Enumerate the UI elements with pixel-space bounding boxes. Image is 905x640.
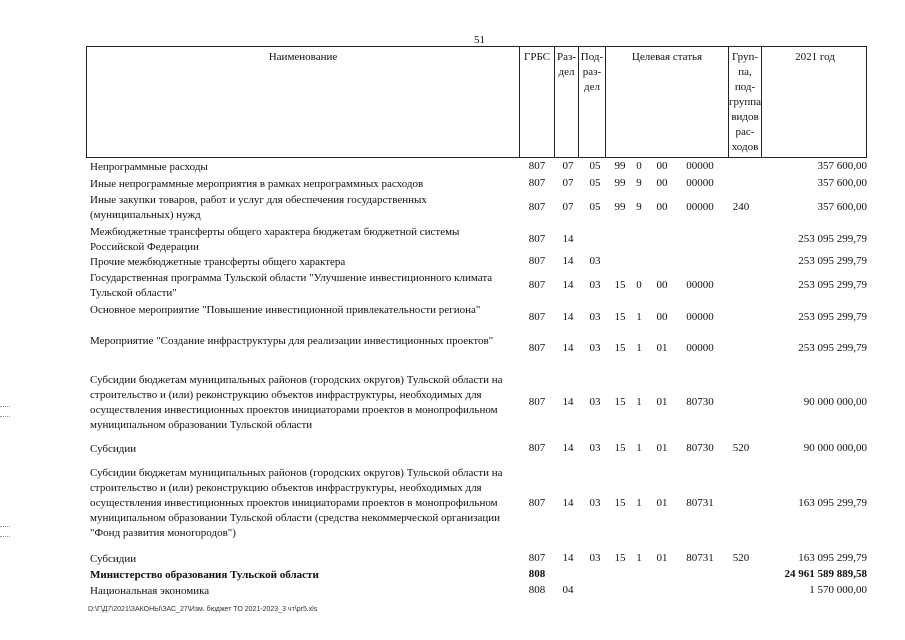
header-razdel: Раз- дел xyxy=(555,47,579,157)
row-name: Национальная экономика xyxy=(90,585,210,597)
margin-mark xyxy=(0,416,10,417)
row-cs1: 15 xyxy=(614,552,626,564)
table-row xyxy=(0,373,905,433)
row-rz: 14 xyxy=(562,232,574,245)
row-cs3: 00 xyxy=(656,278,668,291)
row-prz: 05 xyxy=(589,177,601,189)
row-cs3: 00 xyxy=(656,160,668,172)
row-grbs: 807 xyxy=(528,232,546,245)
row-cs2: 0 xyxy=(636,278,642,291)
table-row xyxy=(0,177,905,193)
row-rz: 14 xyxy=(562,496,574,509)
row-rz: 14 xyxy=(562,310,574,323)
row-cs3: 00 xyxy=(656,200,668,213)
row-name: Субсидии xyxy=(90,553,137,565)
header-expense-group: Груп- па, под- группа видов рас- ходов xyxy=(729,47,762,157)
row-cs3: 01 xyxy=(656,395,668,408)
row-cs1: 15 xyxy=(614,395,626,408)
row-grbs: 807 xyxy=(528,200,546,213)
table-row xyxy=(0,552,905,568)
row-grbs: 807 xyxy=(528,552,546,564)
row-amount: 253 095 299,79 xyxy=(798,232,867,245)
row-cs4: 00000 xyxy=(686,341,714,354)
table-row xyxy=(0,466,905,542)
row-cs1: 15 xyxy=(614,442,626,454)
row-vr: 520 xyxy=(732,442,750,454)
row-grbs: 807 xyxy=(528,255,546,267)
row-cs1: 99 xyxy=(614,177,626,189)
row-name: Иные непрограммные мероприятия в рамках непрограммных расходов xyxy=(90,178,424,190)
header-name: Наименование xyxy=(87,47,520,157)
row-rz: 14 xyxy=(562,442,574,454)
row-cs1: 15 xyxy=(614,496,626,509)
row-amount: 1 570 000,00 xyxy=(809,584,867,596)
row-name: Государственная программа Тульской области "Улучшение инвестиционного климата Тульской области" xyxy=(90,272,493,299)
table-header xyxy=(86,46,867,158)
row-vr: 520 xyxy=(732,552,750,564)
row-cs2: 1 xyxy=(636,496,642,509)
row-rz: 07 xyxy=(562,160,574,172)
row-cs4: 80731 xyxy=(686,552,714,564)
row-cs2: 9 xyxy=(636,177,642,189)
row-cs2: 1 xyxy=(636,310,642,323)
row-grbs: 807 xyxy=(528,341,546,354)
row-amount: 357 600,00 xyxy=(817,160,867,172)
row-cs2: 9 xyxy=(636,200,642,213)
margin-mark xyxy=(0,536,10,537)
row-vr: 240 xyxy=(732,200,750,213)
row-grbs: 807 xyxy=(528,395,546,408)
row-amount: 253 095 299,79 xyxy=(798,255,867,267)
row-cs1: 15 xyxy=(614,310,626,323)
table-row xyxy=(0,303,905,333)
row-rz: 04 xyxy=(562,584,574,596)
row-rz: 07 xyxy=(562,200,574,213)
row-amount: 253 095 299,79 xyxy=(798,310,867,323)
row-cs2: 1 xyxy=(636,552,642,564)
row-prz: 03 xyxy=(589,552,601,564)
row-rz: 07 xyxy=(562,177,574,189)
row-prz: 03 xyxy=(589,442,601,454)
table-row xyxy=(0,271,905,301)
row-cs4: 80730 xyxy=(686,395,714,408)
row-prz: 03 xyxy=(589,278,601,291)
row-cs4: 00000 xyxy=(686,310,714,323)
row-amount: 357 600,00 xyxy=(817,177,867,189)
row-cs4: 80731 xyxy=(686,496,714,509)
row-grbs: 808 xyxy=(528,568,546,580)
header-podrazdel: Под- раз- дел xyxy=(579,47,606,157)
row-prz: 03 xyxy=(589,341,601,354)
header-target-article: Целевая статья xyxy=(606,47,729,157)
row-cs4: 80730 xyxy=(686,442,714,454)
row-cs4: 00000 xyxy=(686,278,714,291)
row-name: Мероприятие "Создание инфраструктуры для реализации инвестиционных проектов" xyxy=(90,335,494,347)
row-grbs: 807 xyxy=(528,278,546,291)
table-row xyxy=(0,160,905,176)
row-amount: 163 095 299,79 xyxy=(798,496,867,509)
file-path-footer: D:\Г\Д7\2021\ЗАКОНЫ\ЗАС_27\Изм. бюджет ТО 2021-2023_3 чт\pr5.xls xyxy=(88,606,318,613)
row-grbs: 807 xyxy=(528,442,546,454)
row-grbs: 808 xyxy=(528,584,546,596)
table-row xyxy=(0,334,905,364)
row-cs4: 00000 xyxy=(686,160,714,172)
row-grbs: 807 xyxy=(528,496,546,509)
row-grbs: 807 xyxy=(528,160,546,172)
row-prz: 05 xyxy=(589,200,601,213)
row-grbs: 807 xyxy=(528,177,546,189)
row-cs1: 15 xyxy=(614,278,626,291)
row-prz: 03 xyxy=(589,255,601,267)
row-name: Межбюджетные трансферты общего характера бюджетам бюджетной системы Российской Федерации xyxy=(90,226,460,253)
row-amount: 357 600,00 xyxy=(817,200,867,213)
table-row xyxy=(0,442,905,458)
row-name: Министерство образования Тульской области xyxy=(90,569,319,581)
row-name: Субсидии бюджетам муниципальных районов (городских округов) Тульской области на строительство и (или) реконструкцию объектов инфраструктуры, необходимых для осуществления инвестиционных проектов инициаторами проектов в монопрофильном муниципальном образовании Тульской области (средства некоммерческой организации "Фонд развития моногородов") xyxy=(90,467,503,539)
row-cs3: 01 xyxy=(656,496,668,509)
row-prz: 03 xyxy=(589,310,601,323)
row-prz: 05 xyxy=(589,160,601,172)
row-amount: 253 095 299,79 xyxy=(798,278,867,291)
header-grbs: ГРБС xyxy=(520,47,555,157)
row-cs3: 01 xyxy=(656,341,668,354)
row-cs3: 00 xyxy=(656,177,668,189)
row-name: Иные закупки товаров, работ и услуг для обеспечения государственных (муниципальных) нужд xyxy=(90,194,427,221)
row-rz: 14 xyxy=(562,395,574,408)
row-amount: 90 000 000,00 xyxy=(803,395,867,408)
row-cs1: 99 xyxy=(614,200,626,213)
row-name: Прочие межбюджетные трансферты общего характера xyxy=(90,256,346,268)
row-amount: 253 095 299,79 xyxy=(798,341,867,354)
row-amount: 24 961 589 889,58 xyxy=(784,568,867,580)
table-row xyxy=(0,584,905,600)
row-rz: 14 xyxy=(562,255,574,267)
row-cs3: 01 xyxy=(656,552,668,564)
row-name: Основное мероприятие "Повышение инвестиционной привлекательности региона" xyxy=(90,304,481,316)
row-prz: 03 xyxy=(589,395,601,408)
table-row xyxy=(0,255,905,271)
row-cs2: 1 xyxy=(636,442,642,454)
row-prz: 03 xyxy=(589,496,601,509)
row-cs4: 00000 xyxy=(686,200,714,213)
table-row xyxy=(0,193,905,223)
row-name: Субсидии xyxy=(90,443,137,455)
row-rz: 14 xyxy=(562,278,574,291)
row-rz: 14 xyxy=(562,341,574,354)
row-cs2: 0 xyxy=(636,160,642,172)
row-cs1: 99 xyxy=(614,160,626,172)
row-cs3: 01 xyxy=(656,442,668,454)
row-cs2: 1 xyxy=(636,395,642,408)
row-cs4: 00000 xyxy=(686,177,714,189)
row-name: Субсидии бюджетам муниципальных районов (городских округов) Тульской области на строительство и (или) реконструкцию объектов инфраструктуры, необходимых для осуществления инвестиционных проектов инициаторами проектов в монопрофильном муниципальном образовании Тульской области xyxy=(90,374,503,431)
table-row xyxy=(0,225,905,255)
table-row xyxy=(0,568,905,584)
margin-mark xyxy=(0,526,10,527)
row-cs2: 1 xyxy=(636,341,642,354)
row-name: Непрограммные расходы xyxy=(90,161,208,173)
row-cs1: 15 xyxy=(614,341,626,354)
row-amount: 163 095 299,79 xyxy=(798,552,867,564)
page-number: 51 xyxy=(474,34,485,46)
row-rz: 14 xyxy=(562,552,574,564)
row-cs3: 00 xyxy=(656,310,668,323)
row-grbs: 807 xyxy=(528,310,546,323)
header-year: 2021 год xyxy=(795,51,835,63)
margin-mark xyxy=(0,406,10,407)
row-amount: 90 000 000,00 xyxy=(803,442,867,454)
